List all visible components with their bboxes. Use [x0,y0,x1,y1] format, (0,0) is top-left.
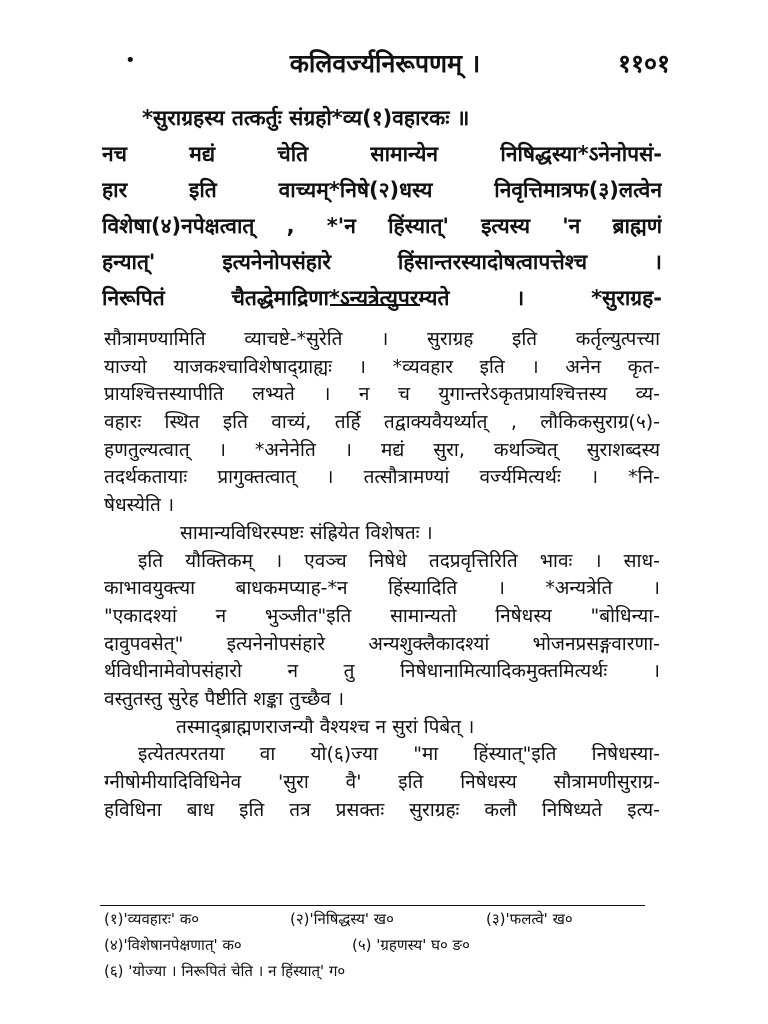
footnotes [104,906,644,984]
verse-line: निरूपितं चैतद्धेमाद्रिणा*ऽन्यत्रेत्युपरम्यते । *सुराग्रह- [102,286,662,310]
commentary-line: वहारः स्थित इति वाच्यं, तर्हि तद्वाक्यवैयर्थ्यात् , लौकिकसुराग्र(५)- [104,411,660,434]
commentary-line: याज्यो याजकश्चाविशेषाद्ग्राह्यः । *व्यवहार इति । अनेन कृत- [104,355,660,378]
footnote: (२)'निषिद्धस्य' ख० [290,910,394,928]
page-header [100,44,670,84]
quoted-verse: सामान्यविधिरस्पष्टः संह्रियेत विशेषतः । [180,521,433,544]
verse-block [102,100,662,316]
commentary-line: इति यौक्तिकम् । एवञ्च निषेधे तदप्रवृत्तिरिति भावः । साध- [138,549,660,572]
footnote: (६) 'योज्या । निरूपितं चेति । न हिंस्यात्' ग० [104,962,346,980]
commentary-line: ग्नीषोमीयादिविधिनेव 'सुरा वै' इति निषेधस्य सौत्रामणीसुराग्र- [104,771,660,793]
verse-line: *सुराग्रहस्य तत्कर्तुः संग्रहो*व्य(१)वहारकः ॥ [142,106,470,130]
commentary-block [104,326,660,824]
verse-line: विशेषा(४)नपेक्षत्वात् , *'न हिंस्यात्' इत्यस्य 'न ब्राह्मणं [102,214,662,238]
verse-line: हन्यात्' इत्यनेनोपसंहारे हिंसान्तरस्यादोषत्वापत्तेश्च । [102,250,662,274]
commentary-line: "एकादश्यां न भुञ्जीत"इति सामान्यतो निषेधस्य "बोधिन्या- [104,604,660,627]
commentary-line: हविधिना बाध इति तत्र प्रसक्तः सुराग्रहः कलौ निषिध्यते इत्य- [104,798,660,821]
page-number: ११०१ [617,49,670,78]
footnote: (४)'विशेषानपेक्षणात्' क० [104,936,242,954]
verse-line: नच मद्यं चेति सामान्येन निषिद्धस्या*ऽनेनोपसं- [102,142,662,166]
footnote: (१)'व्यवहारः' क० [104,910,200,928]
page-title: कलिवर्ज्यनिरूपणम् । [289,49,481,78]
commentary-line: दावुपवसेत्" इत्यनेनोपसंहारे अन्यशुक्लैकादश्यां भोजनप्रसङ्गवारणा- [104,632,660,655]
commentary-line: र्थविधीनामेवोपसंहारो न तु निषेधानामित्यादिकमुक्तमित्यर्थः । [104,660,660,683]
commentary-line: प्रायश्चित्तस्यापीति लभ्यते । न च युगान्तरेऽकृतप्रायश्चित्तस्य व्य- [104,383,660,406]
footnote-row [104,958,644,984]
footnote: (५) 'ग्रहणस्य' घ० ङ० [352,936,470,954]
quoted-verse: तस्माद्ब्राह्मणराजन्यौ वैश्यश्च न सुरां पिबेत् । [176,715,475,738]
footnote: (३)'फलत्वे' ख० [486,910,573,928]
footnote-row [104,906,644,932]
commentary-line: काभावयुक्त्या बाधकमप्याह-*न हिंस्यादिति । *अन्यत्रेति । [104,577,660,600]
commentary-line: वस्तुतस्तु सुरेह पैष्टीति शङ्का तुच्छैव । [104,687,345,710]
commentary-line: सौत्रामण्यामिति व्याचष्टे-*सुरेति । सुराग्रह इति कर्तृल्युत्पत्त्या [104,328,660,350]
section-divider [330,304,420,306]
commentary-line: षेधस्येति । [104,494,175,517]
commentary-line: हणतुल्यत्वात् । *अनेनेति । मद्यं सुरा, कथञ्चित् सुराशब्दस्य [104,438,660,461]
commentary-line: इत्येतत्परतया वा यो(६)ज्या "मा हिंस्यात्"इति निषेधस्या- [138,743,660,766]
header-dot: • [125,50,136,71]
commentary-line: तदर्थकतायाः प्रागुक्तत्वात् । तत्सौत्रामण्यां वर्ज्यमित्यर्थः । *नि- [104,466,660,489]
footnote-row [104,932,644,958]
verse-line: हार इति वाच्यम्*निषे(२)धस्य निवृत्तिमात्रफ(३)लत्वेन [102,178,662,202]
